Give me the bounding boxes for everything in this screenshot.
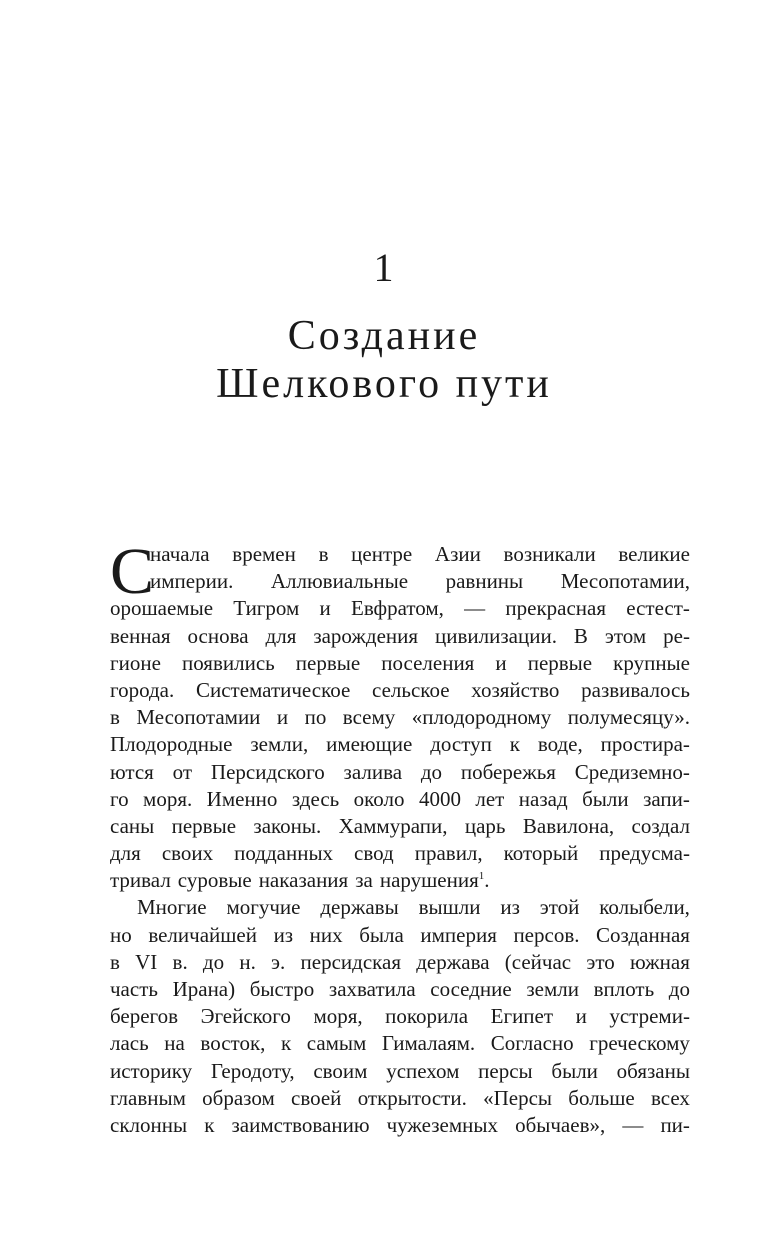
text-line [110,922,690,949]
text-line [110,813,690,840]
word: В [573,623,588,648]
word: вплоть [593,977,655,1001]
word: устреми- [609,1004,690,1029]
word: Азии [434,542,481,566]
word: из [500,895,520,920]
word: Согласно [490,1031,574,1056]
word: доступ [430,732,492,757]
text-line [110,595,690,622]
word: Хаммурапи, [338,813,448,838]
word: империи. [150,569,234,594]
word: земли, [250,732,309,757]
text-line [110,976,690,1003]
word: Средиземно- [574,759,690,784]
text-line [110,867,690,894]
word: моря. [143,786,193,811]
word: и [319,596,331,621]
word: часть [110,977,158,1001]
chapter-title-line-1: Создание [287,313,481,359]
word: обычаев», [515,1112,606,1137]
text-line [110,786,690,813]
word: успехом [386,1058,460,1083]
word: побережья [460,759,556,784]
drop-cap: С [110,535,155,608]
word: суровые [177,868,252,893]
word: этой [539,895,580,920]
word: Вавилона, [522,813,615,838]
word: и [575,1004,587,1029]
word: имеющие [326,732,413,757]
word: Месопотамии [136,705,261,730]
word: первые [171,813,237,838]
word: равнины [445,569,524,594]
word: Месопотамии, [560,569,690,594]
word: «плодородному [411,705,552,730]
text-line [110,1003,690,1030]
word: были [551,1058,598,1083]
word: э. [271,949,286,974]
word: лет [475,786,505,811]
word: обязаны [616,1058,690,1083]
text-line [110,894,690,921]
word: своим [313,1058,368,1083]
text-line [110,949,690,976]
chapter-number: 1 [373,245,395,290]
word: персов. [513,922,580,947]
word: всех [651,1085,690,1110]
word: подданных [234,841,334,866]
word: до [420,759,443,784]
text-line [110,541,690,568]
word: державы [320,895,399,920]
word: саны [110,813,155,838]
word: склонны [110,1112,188,1137]
word: Евфратом, [351,596,444,621]
word: хозяйство [471,677,560,702]
word: начала [150,542,210,566]
word: царь [464,813,506,838]
word: Египет [490,1004,554,1029]
word: го [110,786,129,811]
word: это [586,949,615,974]
word: больше [568,1085,635,1110]
word: наказания [258,868,349,893]
text-line [110,1058,690,1085]
word: до [202,949,225,974]
word: самым [306,1031,367,1056]
word: залива [343,759,403,784]
word: Эгейского [200,1004,291,1029]
word: заимствованию [231,1112,370,1137]
word: тривал [110,868,171,893]
text-line [110,623,690,650]
word: берегов [110,1004,179,1029]
word: развивалось [581,677,690,702]
word: Персидского [210,759,325,784]
word: из [273,922,294,947]
word: этом [604,623,647,648]
word: простира- [600,732,690,757]
word: лась [110,1031,149,1056]
word: создал [631,813,690,838]
text-line [110,1085,690,1112]
word: воде, [537,732,583,757]
word: Тигром [233,596,300,621]
word: Созданная [596,922,690,947]
word: около [353,786,405,811]
word: VI [135,949,158,974]
word: пи- [660,1112,690,1137]
text-line [110,568,690,595]
word: — [464,596,486,621]
word: быстро [249,977,315,1001]
word: на [164,1031,185,1056]
word: от [172,759,193,784]
word: к [509,732,520,757]
word: образом [202,1085,275,1110]
word: цивилизации. [435,623,557,648]
word: запи- [643,786,690,811]
word: для [110,841,141,866]
word: Систематическое [195,677,351,702]
word: основа [187,623,249,648]
word: «Персы [483,1085,553,1110]
text-line [110,1030,690,1057]
word: держава [416,949,490,974]
footnote-ref: 1 [478,870,485,883]
chapter-title-line-2: Шелкового пути [216,361,552,407]
word: появились [181,650,275,675]
word: Ирана) [172,977,236,1001]
word: персидская [300,949,402,974]
word: назад [518,786,568,811]
word: орошаемые [110,596,214,621]
word: первые [527,650,593,675]
text-line [110,731,690,758]
word: великие [618,542,690,566]
word: предусма- [599,841,690,866]
word: и [276,705,289,730]
word: ре- [663,623,690,648]
word: Геродоту, [210,1058,295,1083]
word: колыбели, [599,895,690,920]
word: захватила [328,977,416,1001]
word: была [359,922,404,947]
word: свод [354,841,394,866]
word: моря, [313,1004,363,1029]
word: по [304,705,327,730]
word: зарождения [313,623,419,648]
word: гионе [110,650,161,675]
word: персы [478,1058,533,1083]
word: Многие [137,895,207,920]
word: своих [161,841,214,866]
text-line [110,840,690,867]
word: к [280,1031,292,1056]
word: вышли [418,895,481,920]
word: венная [110,623,171,648]
word: законы. [253,813,322,838]
word: прекрасная [505,596,607,621]
word: первые [295,650,361,675]
text-line [110,1112,690,1139]
word: центре [351,542,413,566]
text-line [110,759,690,786]
chapter-title [0,312,768,408]
word: покорила [385,1004,469,1029]
word: своей [291,1085,342,1110]
word: чужеземных [386,1112,498,1137]
word: историку [110,1058,193,1083]
word: в [110,705,120,730]
word: поселения [381,650,475,675]
word: в. [172,949,188,974]
word: (сейчас [504,949,572,974]
word: но [110,922,132,947]
word: полумесяцу». [567,705,690,730]
word: за [355,868,373,893]
word: к [204,1112,215,1137]
word: в [318,542,329,566]
word: соседние [430,977,512,1001]
word: главным [110,1085,186,1110]
word: и [495,650,507,675]
text-line [110,704,690,731]
word: них [309,922,343,947]
word: сельское [372,677,450,702]
word: здесь [291,786,340,811]
word: всему [342,705,396,730]
word: греческому [589,1031,690,1056]
word: правил, [414,841,483,866]
word: н. [239,949,256,974]
word: были [582,786,629,811]
word: крупные [613,650,690,675]
word: в [110,949,120,974]
body-text [110,535,690,1139]
word: восток, [200,1031,266,1056]
word: открытости. [357,1085,467,1110]
word: естест- [626,596,690,621]
word: Плодородные [110,732,233,757]
word: империя [420,922,497,947]
text-line [110,677,690,704]
word: 4000 [418,786,461,811]
word: могучие [226,895,301,920]
word: земли [526,977,579,1001]
word: Аллювиальные [270,569,409,594]
word: города. [110,677,175,702]
word: до [668,977,690,1001]
word: величайшей [148,922,257,947]
word: нарушения$^1$. [379,868,490,893]
text-line [110,650,690,677]
word: Именно [206,786,278,811]
word: — [622,1112,644,1137]
word: для [265,623,297,648]
word: возникали [503,542,596,566]
word: который [503,841,579,866]
word: времен [232,542,296,566]
word: Гималаям. [381,1031,476,1056]
word: ются [110,759,154,784]
word: южная [629,949,690,974]
